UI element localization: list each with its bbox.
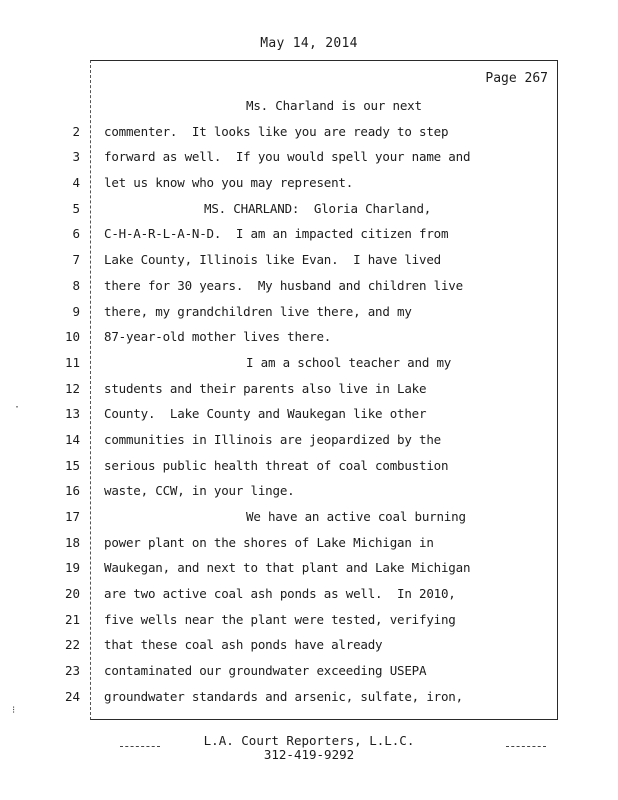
line-number: 4 [72,175,80,191]
line-number: 6 [72,226,80,242]
line-number: 22 [64,637,80,653]
line-number: 13 [64,406,80,422]
transcript-line: serious public health threat of coal combustion [104,457,449,473]
line-number: 9 [72,303,80,319]
transcript-line: students and their parents also live in Lake [104,380,427,396]
transcript-line: County. Lake County and Waukegan like other [104,406,427,422]
line-number: 23 [64,663,80,679]
margin-mark: ⁝ [12,705,16,716]
transcript-line: We have an active coal burning [246,509,466,524]
footer-phone: 312-419-9292 [263,747,355,762]
transcript-line: communities in Illinois are jeopardized by the [104,431,441,447]
header-date: May 14, 2014 [260,36,358,51]
line-number: 18 [64,534,80,550]
line-number: 21 [64,611,80,627]
transcript-line: forward as well. If you would spell your name and [104,149,471,165]
line-number: 2 [72,123,80,139]
transcript-line: groundwater standards and arsenic, sulfate, iron, [104,688,463,704]
line-number: 20 [64,586,80,602]
margin-mark: · [14,402,21,413]
transcript-line: power plant on the shores of Lake Michigan in [104,534,434,550]
transcript-line: let us know who you may represent. [104,175,354,191]
line-number: 15 [64,457,80,473]
transcript-line: waste, CCW, in your linge. [104,483,295,499]
transcript-line: there for 30 years. My husband and children live [104,277,463,293]
transcript-line: I am a school teacher and my [246,354,452,370]
transcript-line: 87-year-old mother lives there. [104,329,332,345]
line-number: 7 [72,252,80,268]
transcript-line: are two active coal ash ponds as well. In 2010, [104,586,456,602]
transcript-line: contaminated our groundwater exceeding USEPA [104,663,427,679]
line-number: 24 [64,688,80,704]
line-number: 17 [64,509,80,524]
transcript-line: Waukegan, and next to that plant and Lake Michigan [104,560,471,576]
transcript-line: MS. CHARLAND: Gloria Charland, [204,200,432,216]
transcript-line: Ms. Charland is our next [246,98,422,113]
footer-rule-right [506,746,546,747]
line-number: 10 [64,329,80,345]
line-number: 12 [64,380,80,396]
transcript-line: C-H-A-R-L-A-N-D. I am an impacted citizen from [104,226,449,242]
transcript-lines [104,93,544,710]
line-number: 3 [72,149,80,165]
line-number: 16 [64,483,80,499]
transcript-line: there, my grandchildren live there, and my [104,303,412,319]
line-number: 8 [72,277,80,293]
transcript-line: commenter. It looks like you are ready to step [104,123,449,139]
transcript-line: Lake County, Illinois like Evan. I have lived [104,252,441,268]
line-number: 19 [64,560,80,576]
transcript-line: five wells near the plant were tested, verifying [104,611,456,627]
page-number: Page 267 [485,71,548,86]
transcript-line: that these coal ash ponds have already [104,637,383,653]
line-number [60,93,80,119]
footer-rule-left [120,746,160,747]
footer-company: L.A. Court Reporters, L.L.C. [203,733,415,748]
line-number: 11 [64,354,80,370]
line-number: 5 [72,200,80,216]
line-numbers [60,93,80,710]
line-number: 14 [64,431,80,447]
